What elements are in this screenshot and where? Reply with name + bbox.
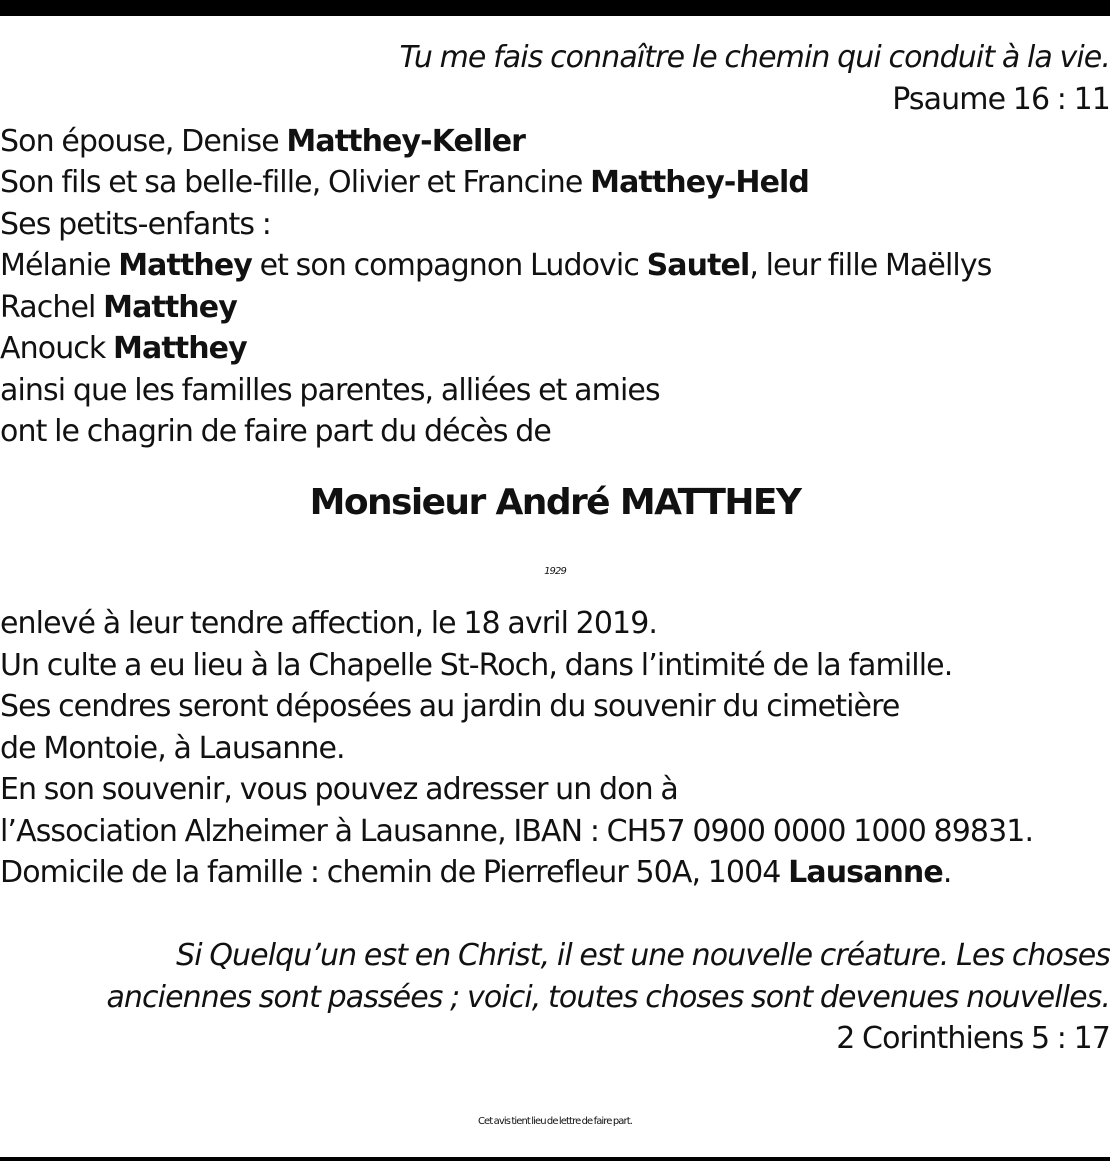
detail-line-4: de Montoie, à Lausanne. [0, 731, 345, 766]
detail-line-1: enlevé à leur tendre affection, le 18 avril 2019. [0, 606, 658, 641]
gc1-first: Mélanie [0, 248, 119, 283]
family-wife [0, 122, 525, 162]
gc1-mid: et son compagnon Ludovic [251, 248, 647, 283]
detail-line-5: En son souvenir, vous pouvez adresser un don à [0, 772, 678, 807]
gc1-suffix: , leur fille Maëllys [749, 248, 992, 283]
detail-line-2: Un culte a eu lieu à la Chapelle St-Roch, dans l’intimité de la famille. [0, 648, 953, 683]
gc2-first: Rachel [0, 290, 104, 325]
bottom-border-rule [0, 1157, 1110, 1161]
gc3-surname: Matthey [113, 331, 247, 366]
grandchildren-label: Ses petits-enfants : [0, 207, 271, 242]
deceased-name: Monsieur André MATTHEY [309, 482, 801, 523]
detail-line-7 [0, 853, 951, 893]
family-son [0, 163, 809, 203]
wife-surname: Matthey-Keller [286, 124, 526, 159]
grandchild-anouck [0, 329, 247, 369]
son-prefix: Son fils et sa belle-fille, Olivier et Francine [0, 165, 591, 200]
announcement-line: ont le chagrin de faire part du décès de [0, 414, 551, 449]
closing-verse-reference: 2 Corinthiens 5 : 17 [836, 1021, 1110, 1056]
closing-verse-line-2: anciennes sont passées ; voici, toutes choses sont devenues nouvelles. [106, 980, 1110, 1015]
gc2-surname: Matthey [103, 290, 237, 325]
gc3-first: Anouck [0, 331, 114, 366]
detail-line-3: Ses cendres seront déposées au jardin du souvenir du cimetière [0, 689, 900, 724]
top-border-rule [0, 0, 1110, 16]
detail-line-6: l’Association Alzheimer à Lausanne, IBAN : CH57 0900 0000 1000 89831. [0, 814, 1034, 849]
son-surname: Matthey-Held [590, 165, 810, 200]
domicile-city: Lausanne [788, 855, 943, 890]
domicile-period: . [942, 855, 952, 890]
gc1-surname: Matthey [118, 248, 252, 283]
grandchild-melanie [0, 246, 991, 286]
closing-verse-line-1: Si Quelqu’un est en Christ, il est une nouvelle créature. Les choses [176, 938, 1110, 973]
footer-note: Cet avis tient lieu de lettre de faire part. [477, 1116, 633, 1127]
epigraph-reference: Psaume 16 : 11 [892, 82, 1110, 117]
birth-year: 1929 [544, 566, 566, 577]
gc1-partner-surname: Sautel [646, 248, 750, 283]
grandchild-rachel [0, 288, 237, 328]
domicile-address: Domicile de la famille : chemin de Pierrefleur 50A, 1004 [0, 855, 789, 890]
wife-prefix: Son épouse, Denise [0, 124, 287, 159]
relatives-line: ainsi que les familles parentes, alliées et amies [0, 373, 660, 408]
epigraph-quote: Tu me fais connaître le chemin qui conduit à la vie. [399, 40, 1110, 75]
